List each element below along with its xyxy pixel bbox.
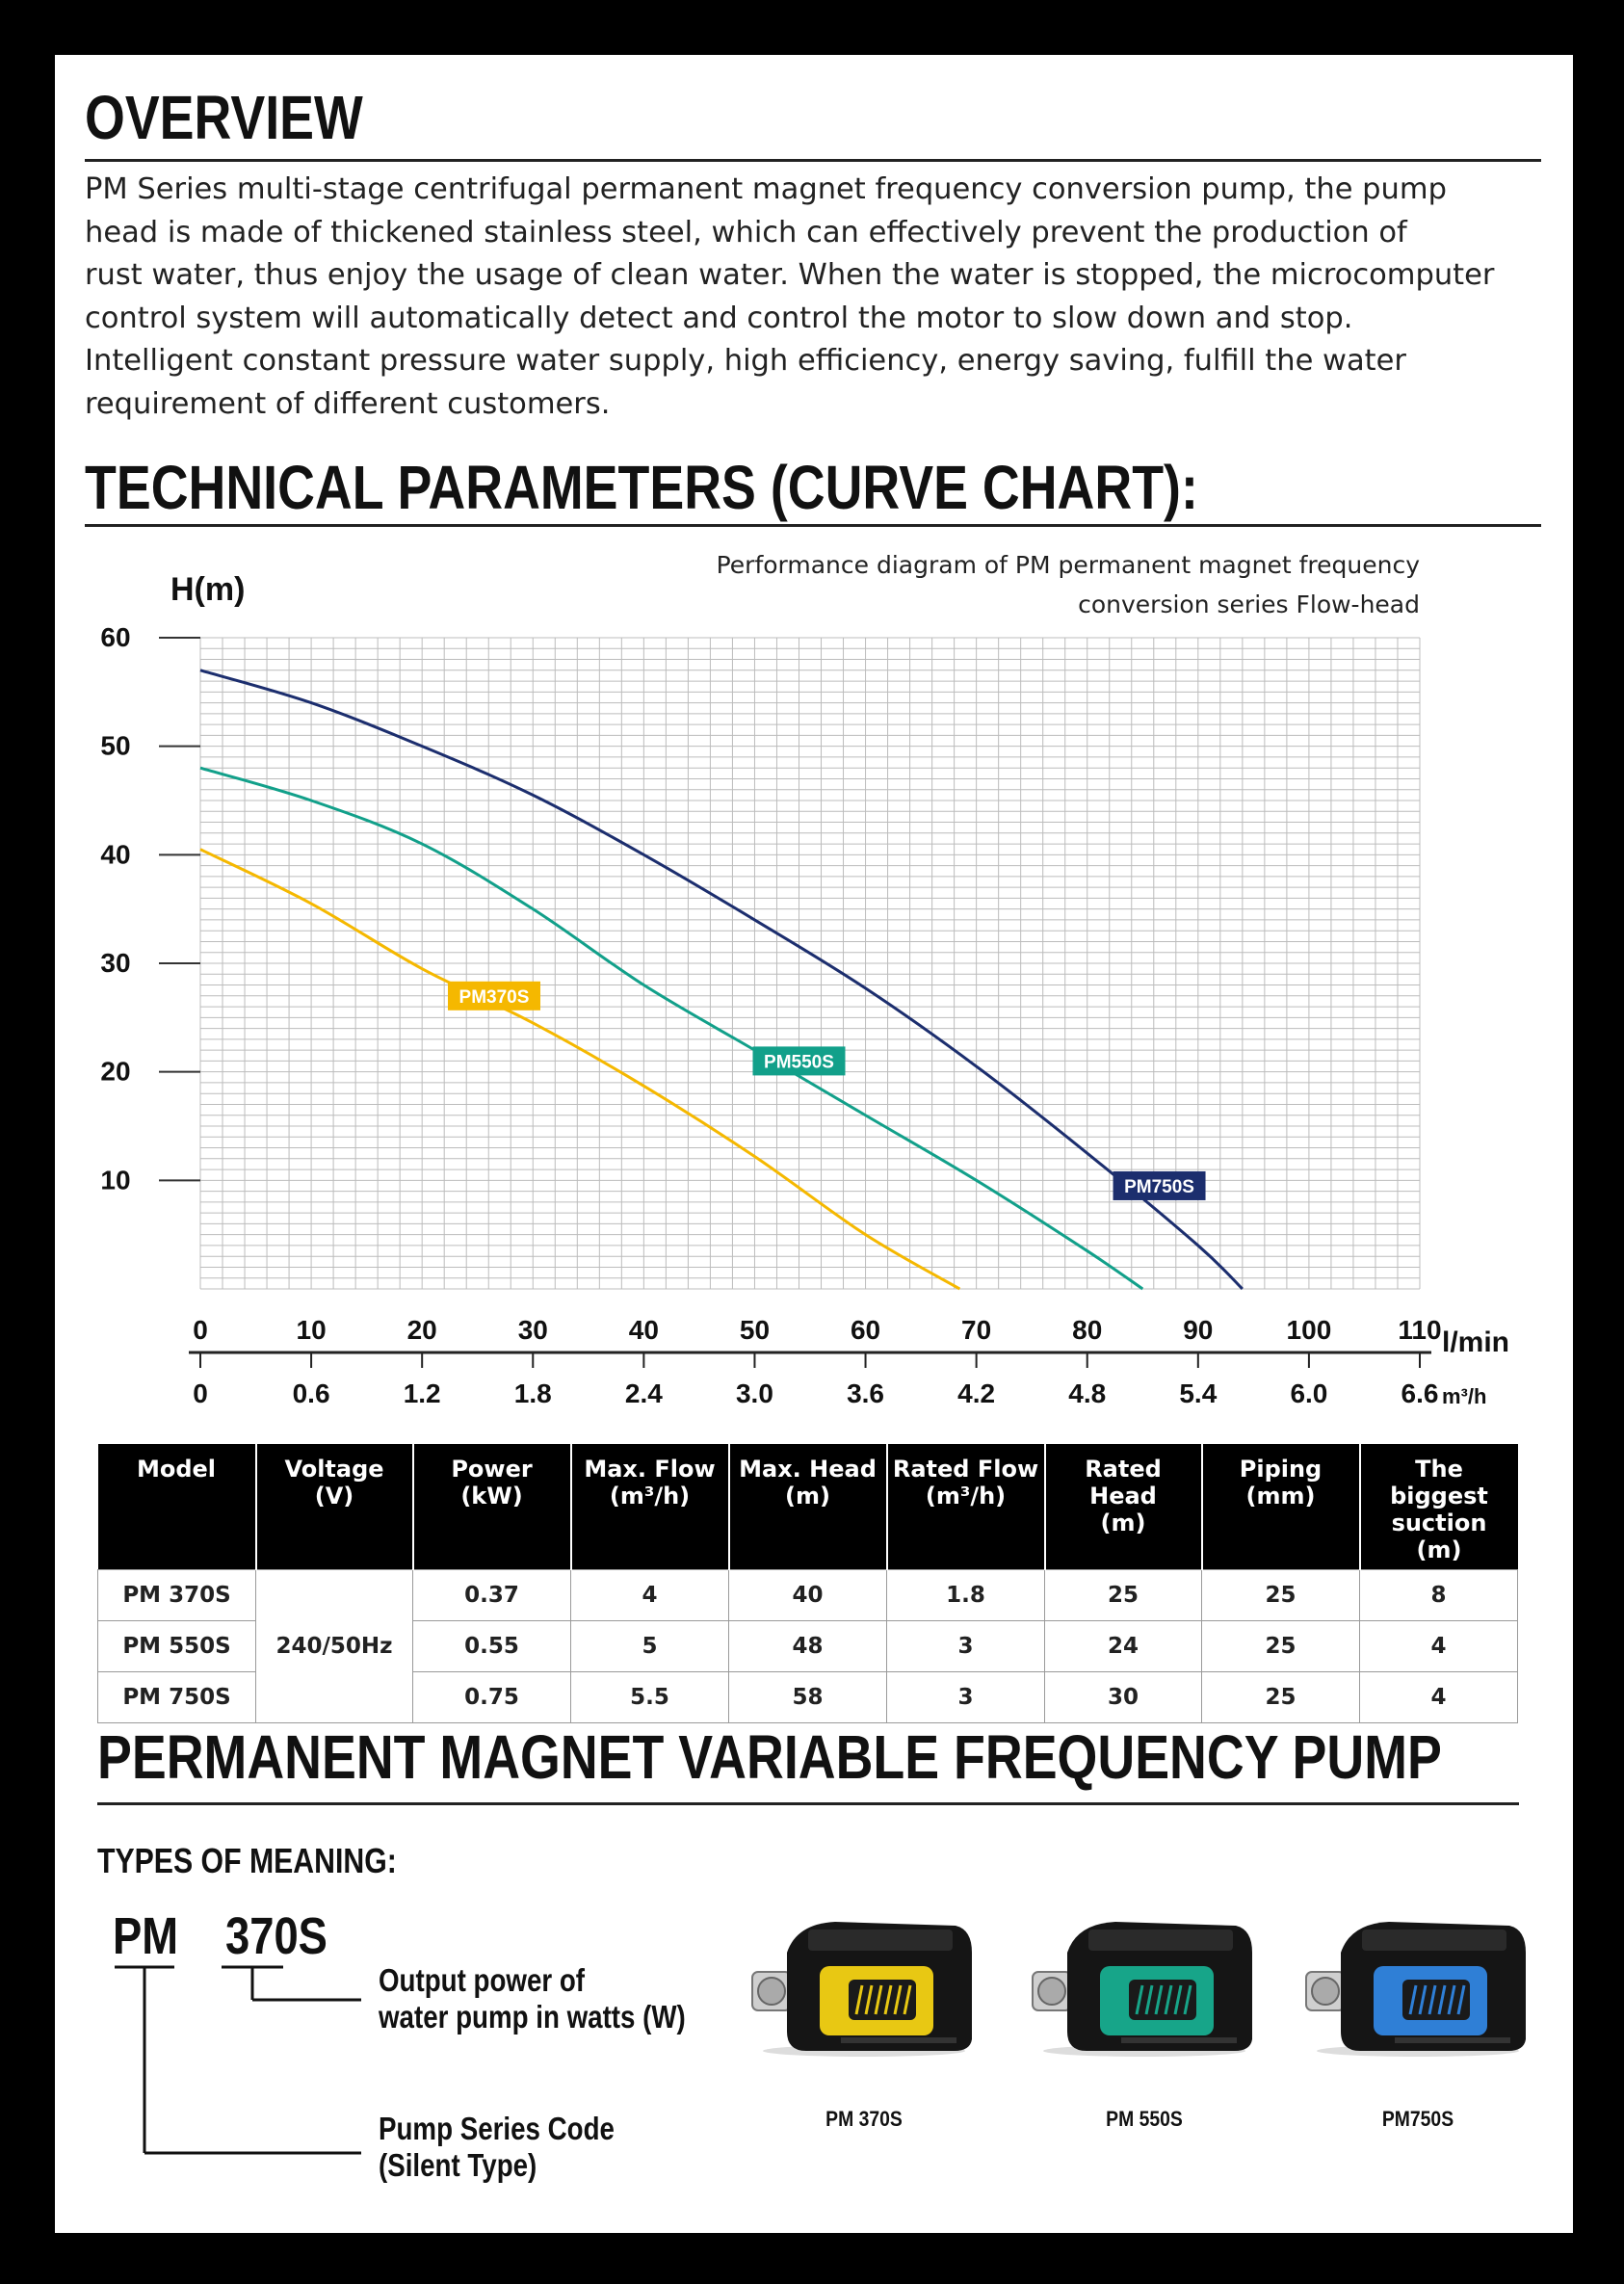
y-tick-label: 30 <box>100 948 131 978</box>
x-tick-label-lmin: 40 <box>628 1315 659 1345</box>
x-tick-label-lmin: 20 <box>406 1315 437 1345</box>
cell-suction: 8 <box>1360 1570 1518 1621</box>
cell-rated-head: 24 <box>1045 1621 1202 1672</box>
overview-line: control system will automatically detect and control the motor to slow down and stop. <box>85 301 1353 335</box>
x-tick-label-lmin: 100 <box>1286 1315 1332 1345</box>
x-tick-label-lmin: 80 <box>1072 1315 1103 1345</box>
pump-image <box>748 1914 980 2063</box>
y-tick-label: 10 <box>100 1165 131 1195</box>
series-code-line-2: (Silent Type) <box>379 2147 537 2183</box>
x-tick-label-lmin: 110 <box>1398 1315 1442 1345</box>
header-voltage: Voltage (V) <box>256 1444 413 1570</box>
x-tick-label-lmin: 30 <box>517 1315 548 1345</box>
overview-line: Intelligent constant pressure water supply, high efficiency, energy saving, fulfill the water <box>85 344 1406 378</box>
cell-max-flow: 5.5 <box>571 1672 729 1723</box>
types-heading: TYPES OF MEANING: <box>97 1841 397 1880</box>
y-tick-label: 60 <box>100 622 131 652</box>
chart-title-line-2: conversion series Flow-head <box>1078 591 1420 618</box>
x-tick-label-m3h: 0.6 <box>292 1378 330 1408</box>
pump-caption: PM750S <box>1381 2107 1454 2131</box>
pump-heading: PERMANENT MAGNET VARIABLE FREQUENCY PUMP <box>97 1722 1442 1792</box>
x-tick-label-m3h: 1.8 <box>513 1378 552 1408</box>
cell-power: 0.37 <box>413 1570 571 1621</box>
cell-piping: 25 <box>1202 1621 1360 1672</box>
cell-suction: 4 <box>1360 1621 1518 1672</box>
chart-x-axis-label-m3h: m³/h <box>1442 1384 1487 1408</box>
header-power: Power (kW) <box>413 1444 571 1570</box>
header-piping: Piping (mm) <box>1202 1444 1360 1570</box>
x-tick-label-m3h: 0 <box>193 1378 208 1408</box>
x-tick-label-m3h: 3.0 <box>735 1378 773 1408</box>
cell-max-flow: 4 <box>571 1570 729 1621</box>
cell-rated-flow: 1.8 <box>887 1570 1045 1621</box>
x-tick-label-m3h: 6.6 <box>1401 1378 1439 1408</box>
header-rated-flow: Rated Flow (m³/h) <box>887 1444 1045 1570</box>
x-tick-label-m3h: 6.0 <box>1290 1378 1328 1408</box>
overview-line: head is made of thickened stainless steel, which can effectively prevent the production of <box>85 215 1407 249</box>
cell-suction: 4 <box>1360 1672 1518 1723</box>
cell-rated-flow: 3 <box>887 1621 1045 1672</box>
technical-heading: TECHNICAL PARAMETERS (CURVE CHART): <box>85 453 1198 522</box>
cell-model: PM 550S <box>98 1621 256 1672</box>
x-tick-label-lmin: 50 <box>739 1315 771 1345</box>
header-max-head: Max. Head (m) <box>729 1444 887 1570</box>
overview-line: requirement of different customers. <box>85 386 611 421</box>
cell-max-head: 48 <box>729 1621 887 1672</box>
header-rated-head: Rated Head (m) <box>1045 1444 1202 1570</box>
y-tick-label: 50 <box>100 730 131 761</box>
pump-caption: PM 550S <box>1106 2107 1183 2131</box>
output-power-line-2: water pump in watts (W) <box>379 1999 686 2035</box>
x-tick-label-lmin: 90 <box>1183 1315 1214 1345</box>
pump-caption: PM 370S <box>825 2107 903 2131</box>
x-tick-label-m3h: 4.8 <box>1068 1378 1107 1408</box>
chart-title-line-1: Performance diagram of PM permanent magnet frequency <box>716 551 1420 579</box>
page <box>55 55 1573 2233</box>
x-tick-label-lmin: 70 <box>961 1315 992 1345</box>
x-tick-label-m3h: 5.4 <box>1179 1378 1218 1408</box>
header-model: Model <box>98 1444 256 1570</box>
series-label: PM370S <box>458 986 530 1008</box>
cell-model: PM 750S <box>98 1672 256 1723</box>
x-tick-label-lmin: 60 <box>850 1315 881 1345</box>
cell-model: PM 370S <box>98 1570 256 1621</box>
pump-image <box>1302 1914 1533 2063</box>
cell-piping: 25 <box>1202 1672 1360 1723</box>
y-tick-label: 20 <box>100 1056 131 1087</box>
overview-line: rust water, thus enjoy the usage of clean water. When the water is stopped, the microcomputer <box>85 258 1495 292</box>
cell-rated-head: 30 <box>1045 1672 1202 1723</box>
series-label: PM550S <box>764 1052 834 1073</box>
code-connectors <box>55 55 1573 2233</box>
x-tick-label-m3h: 3.6 <box>847 1378 885 1408</box>
cell-piping: 25 <box>1202 1570 1360 1621</box>
y-tick-label: 40 <box>100 839 131 870</box>
chart-x-axis-label-lmin: l/min <box>1442 1326 1510 1358</box>
cell-power: 0.75 <box>413 1672 571 1723</box>
series-code-line-1: Pump Series Code <box>379 2111 615 2146</box>
x-tick-label-m3h: 1.2 <box>403 1378 441 1408</box>
cell-voltage: 240/50Hz <box>256 1570 413 1723</box>
x-tick-label-lmin: 0 <box>193 1315 208 1345</box>
cell-max-flow: 5 <box>571 1621 729 1672</box>
cell-max-head: 40 <box>729 1570 887 1621</box>
chart-y-axis-label: H(m) <box>170 571 246 608</box>
series-label: PM750S <box>1124 1176 1194 1197</box>
pump-image <box>1029 1914 1260 2063</box>
output-power-line-1: Output power of <box>379 1962 586 1998</box>
cell-power: 0.55 <box>413 1621 571 1672</box>
overview-heading: OVERVIEW <box>85 83 363 152</box>
header-max-flow: Max. Flow (m³/h) <box>571 1444 729 1570</box>
cell-rated-head: 25 <box>1045 1570 1202 1621</box>
x-tick-label-m3h: 4.2 <box>957 1378 996 1408</box>
cell-max-head: 58 <box>729 1672 887 1723</box>
code-prefix: PM <box>113 1907 179 1965</box>
x-tick-label-m3h: 2.4 <box>624 1378 663 1408</box>
header-suction: The biggest suction (m) <box>1360 1444 1518 1570</box>
overview-line: PM Series multi-stage centrifugal permanent magnet frequency conversion pump, the pump <box>85 172 1447 206</box>
cell-rated-flow: 3 <box>887 1672 1045 1723</box>
x-tick-label-lmin: 10 <box>296 1315 327 1345</box>
code-suffix: 370S <box>225 1907 327 1965</box>
